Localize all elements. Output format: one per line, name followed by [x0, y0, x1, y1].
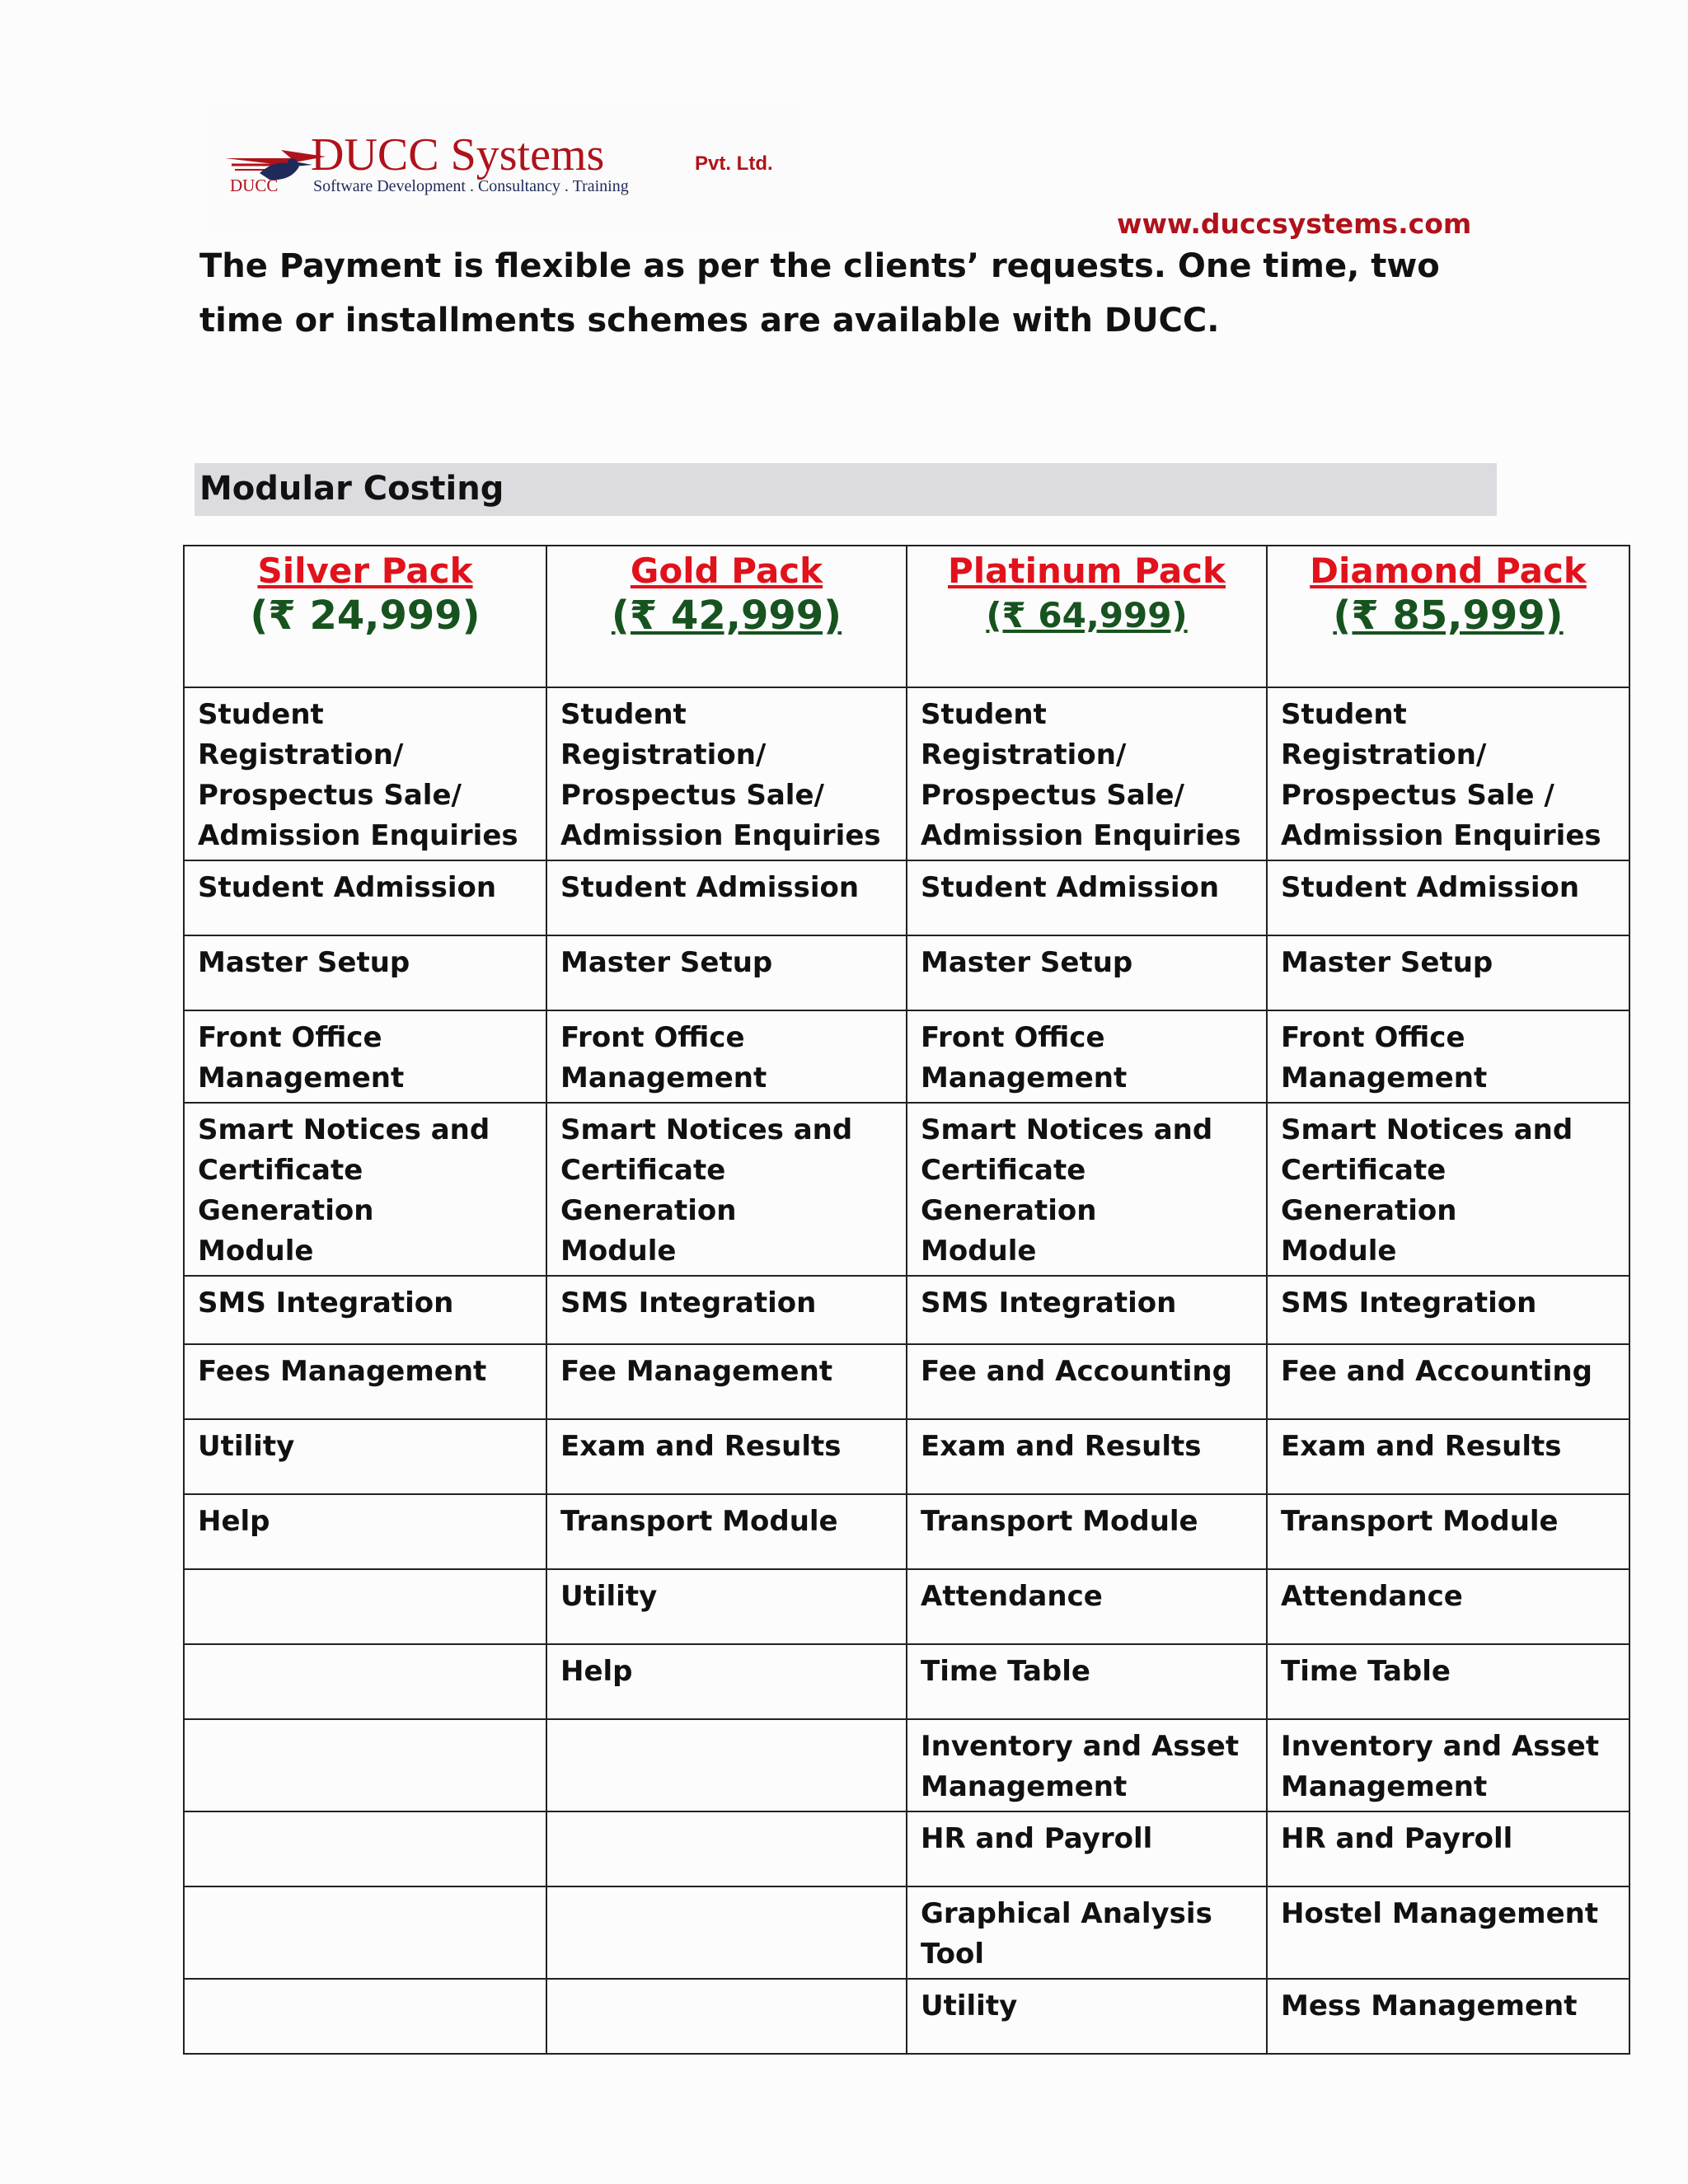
- table-cell: Transport Module: [546, 1494, 907, 1569]
- table-row: [184, 1103, 1629, 1276]
- pack-price: (₹ 24,999): [250, 593, 481, 639]
- pack-header-row: [184, 546, 1629, 687]
- table-cell: Smart Notices and Certificate Generation Module: [907, 1103, 1267, 1276]
- table-cell: Master Setup: [1267, 935, 1629, 1010]
- table-cell: Student Admission: [184, 860, 546, 935]
- table-row: [184, 687, 1629, 860]
- table-cell: Fees Management: [184, 1344, 546, 1419]
- table-cell: [546, 1719, 907, 1811]
- table-cell: [546, 1811, 907, 1886]
- table-cell: Student Registration/ Prospectus Sale / Admission Enquiries: [1267, 687, 1629, 860]
- pack-header-silver: [184, 546, 546, 687]
- table-cell: Student Registration/ Prospectus Sale/ Admission Enquiries: [184, 687, 546, 860]
- pack-name: Gold Pack: [630, 551, 823, 591]
- table-cell: [184, 1644, 546, 1719]
- table-cell: Graphical Analysis Tool: [907, 1886, 1267, 1979]
- table-cell: Fee and Accounting: [907, 1344, 1267, 1419]
- table-cell: Time Table: [907, 1644, 1267, 1719]
- table-row: [184, 1569, 1629, 1644]
- table-row: [184, 1344, 1629, 1419]
- table-row: [184, 1276, 1629, 1344]
- pack-price: (₹ 64,999): [986, 595, 1188, 635]
- company-tagline: Software Development . Consultancy . Training: [313, 177, 629, 195]
- company-name: DUCC Systems: [311, 129, 605, 180]
- table-cell: [184, 1569, 546, 1644]
- table-cell: [546, 1886, 907, 1979]
- table-row: [184, 1419, 1629, 1494]
- table-cell: [184, 1886, 546, 1979]
- table-cell: Fee and Accounting: [1267, 1344, 1629, 1419]
- table-cell: SMS Integration: [1267, 1276, 1629, 1344]
- table-cell: Student Registration/ Prospectus Sale/ Admission Enquiries: [546, 687, 907, 860]
- table-cell: Student Admission: [546, 860, 907, 935]
- table-cell: [546, 1979, 907, 2054]
- table-cell: Front Office Management: [1267, 1010, 1629, 1103]
- company-logo: [202, 99, 802, 239]
- table-cell: Front Office Management: [546, 1010, 907, 1103]
- pack-name: Platinum Pack: [947, 551, 1226, 591]
- table-cell: Transport Module: [907, 1494, 1267, 1569]
- table-cell: Time Table: [1267, 1644, 1629, 1719]
- table-cell: Attendance: [907, 1569, 1267, 1644]
- table-cell: Student Admission: [907, 860, 1267, 935]
- table-cell: Front Office Management: [907, 1010, 1267, 1103]
- table-cell: Exam and Results: [546, 1419, 907, 1494]
- table-cell: Attendance: [1267, 1569, 1629, 1644]
- table-cell: Utility: [546, 1569, 907, 1644]
- table-cell: Mess Management: [1267, 1979, 1629, 2054]
- table-row: [184, 1494, 1629, 1569]
- table-row: [184, 860, 1629, 935]
- table-cell: Front Office Management: [184, 1010, 546, 1103]
- table-cell: Student Registration/ Prospectus Sale/ Admission Enquiries: [907, 687, 1267, 860]
- table-row: [184, 1811, 1629, 1886]
- table-row: [184, 1719, 1629, 1811]
- table-cell: Utility: [184, 1419, 546, 1494]
- table-cell: HR and Payroll: [907, 1811, 1267, 1886]
- table-cell: Fee Management: [546, 1344, 907, 1419]
- table-cell: HR and Payroll: [1267, 1811, 1629, 1886]
- table-cell: Smart Notices and Certificate Generation Module: [546, 1103, 907, 1276]
- table-cell: Master Setup: [184, 935, 546, 1010]
- table-row: [184, 1644, 1629, 1719]
- intro-paragraph: The Payment is flexible as per the clients’ requests. One time, two time or installments schemes are available with DUCC.: [199, 247, 1440, 340]
- table-cell: Smart Notices and Certificate Generation Module: [184, 1103, 546, 1276]
- pack-price: (₹ 85,999): [1333, 593, 1564, 639]
- table-cell: Utility: [907, 1979, 1267, 2054]
- company-suffix: Pvt. Ltd.: [695, 152, 773, 175]
- section-title: Modular Costing: [199, 470, 504, 508]
- table-cell: [184, 1719, 546, 1811]
- logo-monogram: DUCC: [230, 176, 279, 195]
- table-cell: Help: [546, 1644, 907, 1719]
- table-cell: Inventory and Asset Management: [907, 1719, 1267, 1811]
- table-cell: Inventory and Asset Management: [1267, 1719, 1629, 1811]
- pack-name: Silver Pack: [257, 551, 473, 591]
- table-cell: Master Setup: [546, 935, 907, 1010]
- table-row: [184, 1979, 1629, 2054]
- table-cell: Transport Module: [1267, 1494, 1629, 1569]
- table-row: [184, 1010, 1629, 1103]
- table-cell: [184, 1979, 546, 2054]
- table-cell: Hostel Management: [1267, 1886, 1629, 1979]
- table-cell: Smart Notices and Certificate Generation Module: [1267, 1103, 1629, 1276]
- table-cell: SMS Integration: [546, 1276, 907, 1344]
- pack-header-diamond: [1267, 546, 1629, 687]
- website-url: www.duccsystems.com: [1117, 208, 1472, 240]
- pack-header-platinum: [907, 546, 1267, 687]
- table-cell: SMS Integration: [184, 1276, 546, 1344]
- table-cell: Student Admission: [1267, 860, 1629, 935]
- table-row: [184, 1886, 1629, 1979]
- modular-costing-table: [183, 545, 1630, 2055]
- table-cell: Master Setup: [907, 935, 1267, 1010]
- pack-header-gold: [546, 546, 907, 687]
- table-cell: Exam and Results: [907, 1419, 1267, 1494]
- section-header: [195, 463, 1497, 516]
- pack-name: Diamond Pack: [1310, 551, 1587, 591]
- table-cell: [184, 1811, 546, 1886]
- pack-price: (₹ 42,999): [611, 593, 842, 639]
- table-row: [184, 935, 1629, 1010]
- table-cell: SMS Integration: [907, 1276, 1267, 1344]
- table-cell: Help: [184, 1494, 546, 1569]
- table-cell: Exam and Results: [1267, 1419, 1629, 1494]
